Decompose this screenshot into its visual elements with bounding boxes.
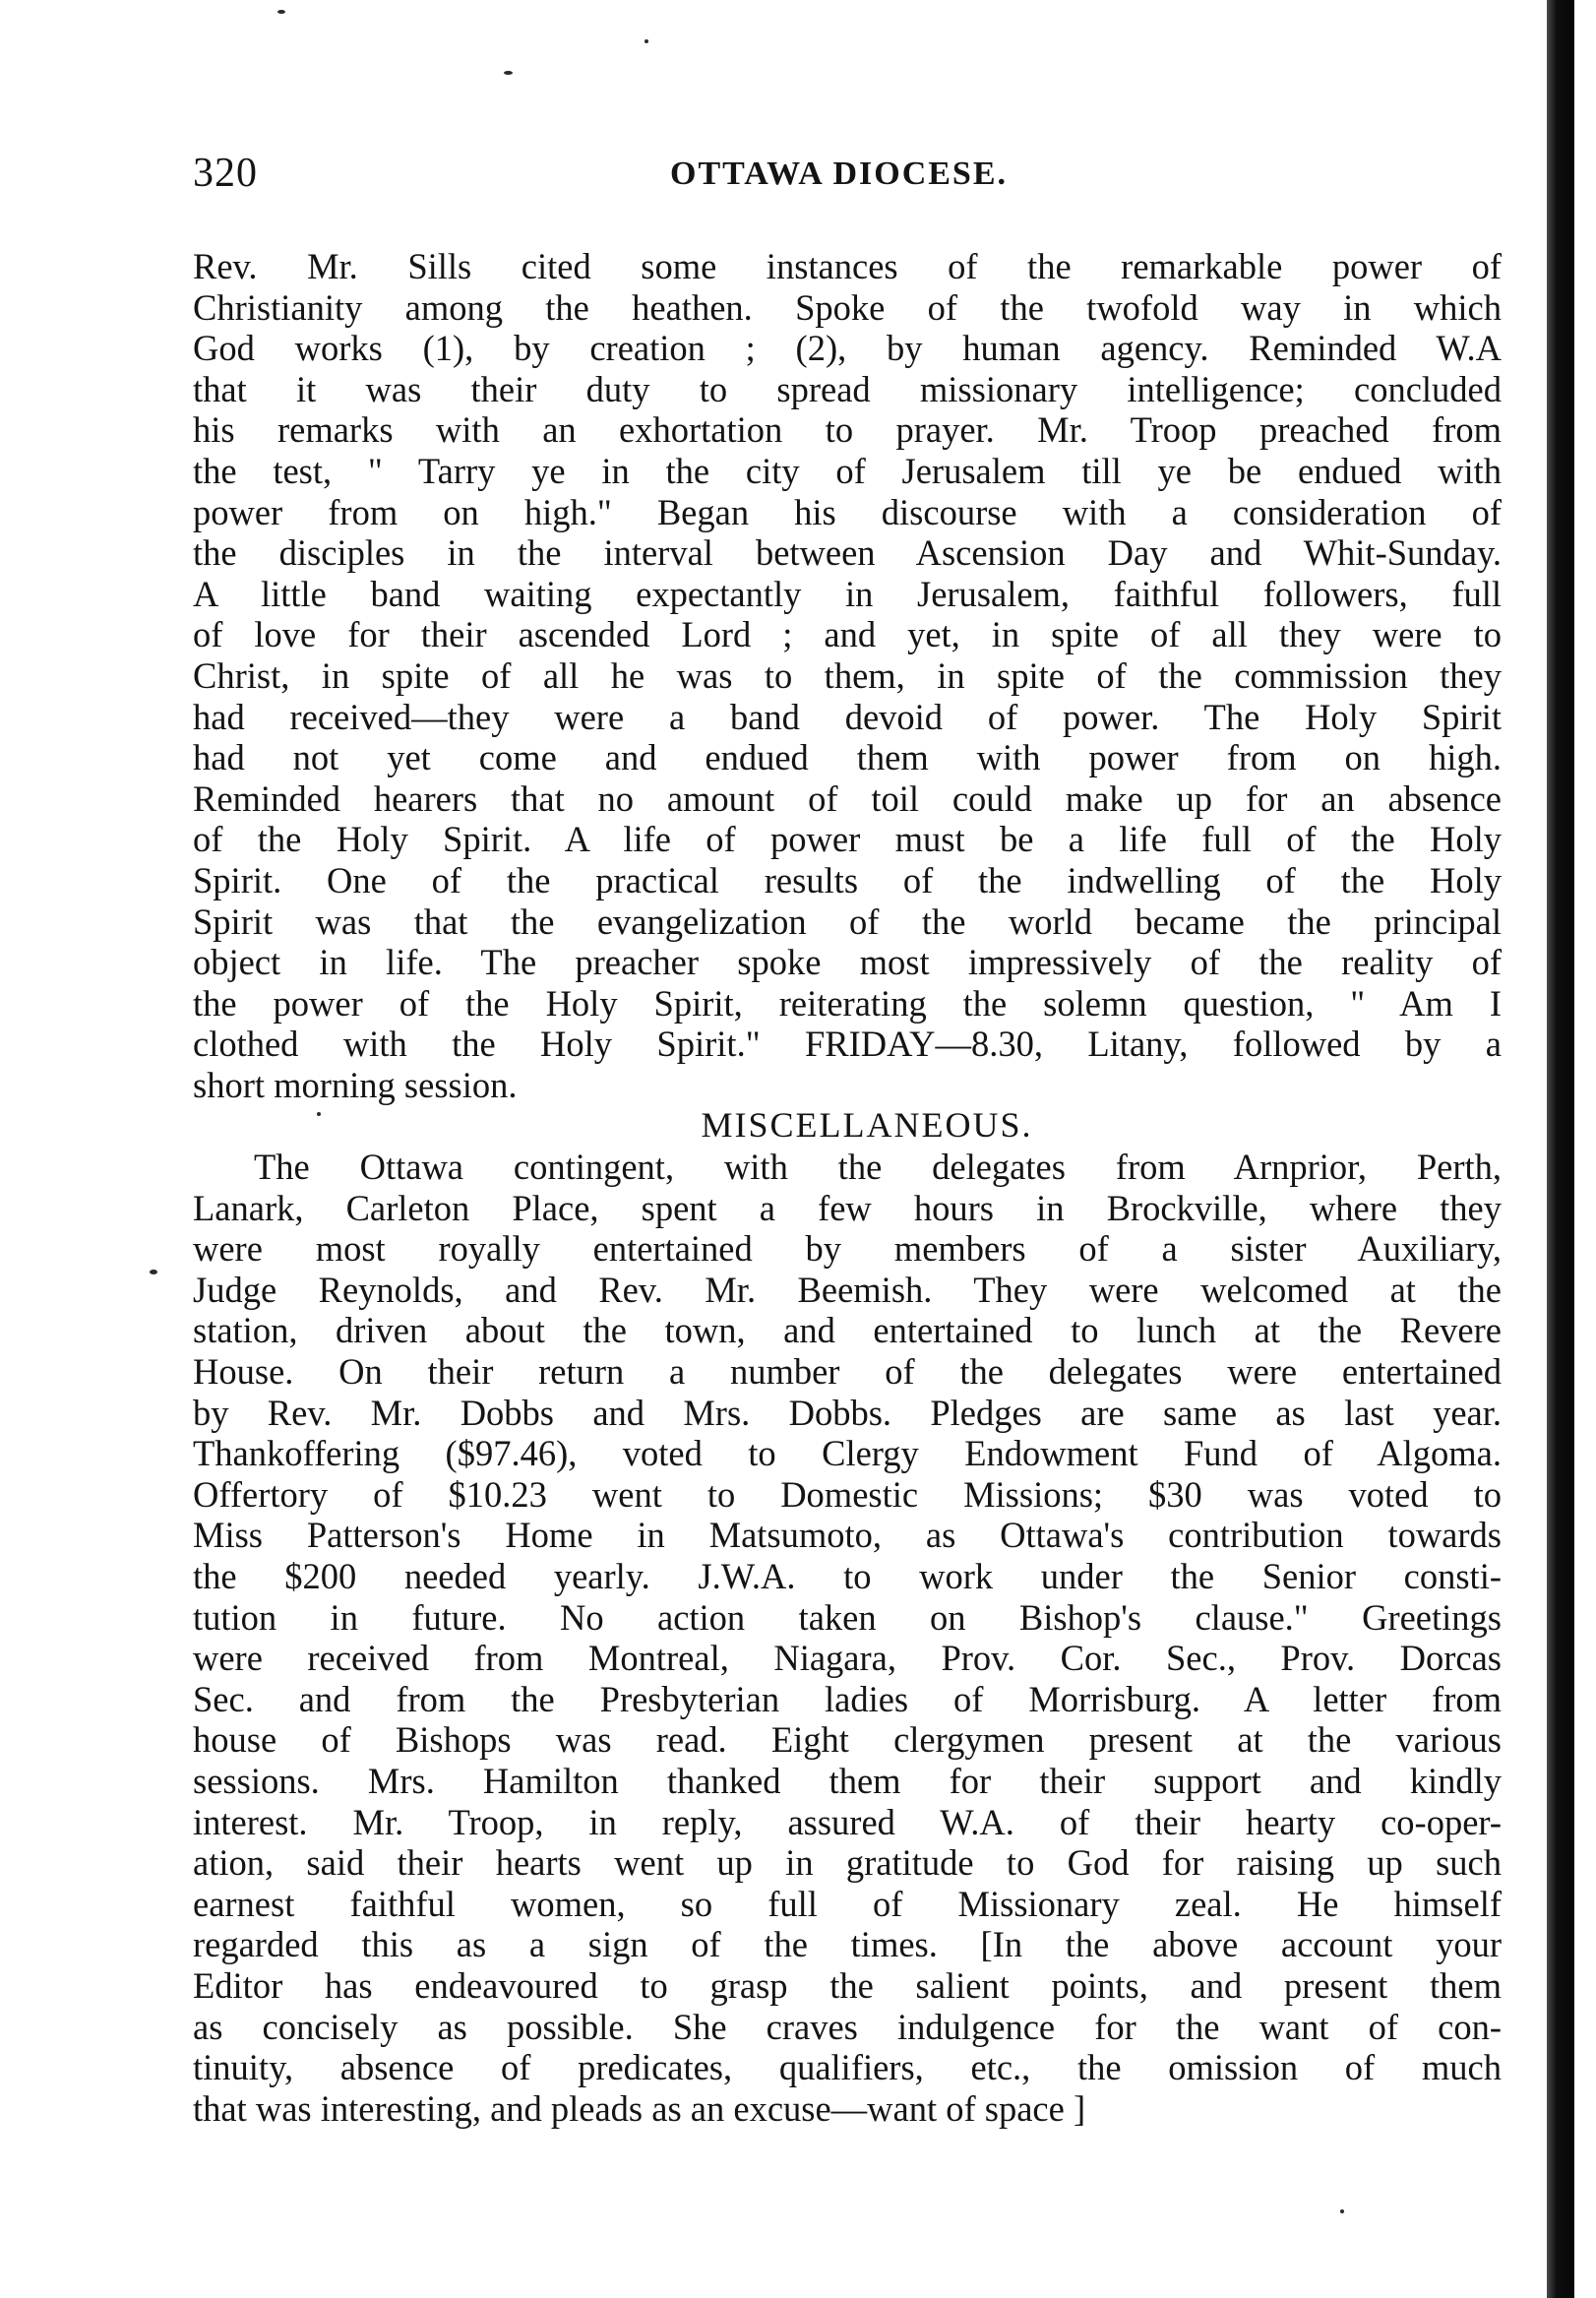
text-line: House. On their return a number of the delegates were entertained bbox=[193, 1351, 1502, 1393]
text-line: by Rev. Mr. Dobbs and Mrs. Dobbs. Pledges are same as last year. bbox=[193, 1392, 1502, 1433]
text-line: God works (1), by creation ; (2), by human agency. Reminded W.A bbox=[193, 328, 1502, 369]
text-line: the power of the Holy Spirit, reiterating the solemn question, " Am I bbox=[193, 982, 1502, 1024]
text-line: his remarks with an exhortation to prayer. Mr. Troop preached from bbox=[193, 409, 1502, 451]
book-spine-shadow bbox=[1547, 0, 1574, 2298]
text-line: house of Bishops was read. Eight clergymen present at the various bbox=[193, 1719, 1502, 1761]
text-line: had received—they were a band devoid of power. The Holy Spirit bbox=[193, 696, 1502, 737]
ink-speck bbox=[277, 10, 285, 14]
section-subheading: MISCELLANEOUS. bbox=[701, 1105, 1033, 1146]
text-line: earnest faithful women, so full of Missionary zeal. He himself bbox=[193, 1883, 1502, 1924]
text-line: A little band waiting expectantly in Jerusalem, faithful followers, full bbox=[193, 573, 1502, 614]
text-line: Christianity among the heathen. Spoke of the twofold way in which bbox=[193, 286, 1502, 328]
text-line: that was interesting, and pleads as an excuse—want of space ] bbox=[193, 2087, 1086, 2129]
text-line: had not yet come and endued them with power from on high. bbox=[193, 737, 1502, 778]
page-number: 320 bbox=[193, 151, 258, 196]
text-line: Spirit. One of the practical results of the indwelling of the Holy bbox=[193, 859, 1502, 901]
text-line: regarded this as a sign of the times. [In the above account your bbox=[193, 1924, 1502, 1965]
text-line: Reminded hearers that no amount of toil could make up for an absence bbox=[193, 777, 1502, 819]
text-line: clothed with the Holy Spirit." FRIDAY—8.30, Litany, followed by a bbox=[193, 1024, 1502, 1065]
text-line: Judge Reynolds, and Rev. Mr. Beemish. They were welcomed at the bbox=[193, 1269, 1502, 1310]
text-line: were most royally entertained by members of a sister Auxiliary, bbox=[193, 1228, 1502, 1270]
ink-speck bbox=[504, 71, 513, 75]
text-line: Thankoffering ($97.46), voted to Clergy Endowment Fund of Algoma. bbox=[193, 1433, 1502, 1474]
text-line: Offertory of $10.23 went to Domestic Missions; $30 was voted to bbox=[193, 1473, 1502, 1515]
text-line: sessions. Mrs. Hamilton thanked them for their support and kindly bbox=[193, 1760, 1502, 1801]
text-line: short morning session. bbox=[193, 1064, 518, 1105]
text-line: object in life. The preacher spoke most impressively of the reality of bbox=[193, 942, 1502, 983]
text-line: Lanark, Carleton Place, spent a few hours in Brockville, where they bbox=[193, 1187, 1502, 1228]
text-line: power from on high." Began his discourse with a consideration of bbox=[193, 491, 1502, 532]
running-title: OTTAWA DIOCESE. bbox=[670, 155, 1009, 192]
ink-speck bbox=[1340, 2209, 1344, 2213]
text-line: tinuity, absence of predicates, qualifiers, etc., the omission of much bbox=[193, 2047, 1502, 2088]
text-line: of love for their ascended Lord ; and yet, in spite of all they were to bbox=[193, 614, 1502, 655]
body-text bbox=[193, 246, 1502, 2129]
text-line: interest. Mr. Troop, in reply, assured W.A. of their hearty co-oper- bbox=[193, 1801, 1502, 1842]
text-line: Sec. and from the Presbyterian ladies of Morrisburg. A letter from bbox=[193, 1678, 1502, 1719]
text-line: that it was their duty to spread missionary intelligence; concluded bbox=[193, 368, 1502, 409]
ink-speck bbox=[150, 1270, 157, 1274]
text-line: the test, " Tarry ye in the city of Jerusalem till ye be endued with bbox=[193, 450, 1502, 491]
ink-speck bbox=[645, 39, 648, 43]
text-line: station, driven about the town, and entertained to lunch at the Revere bbox=[193, 1310, 1502, 1351]
text-line: as concisely as possible. She craves indulgence for the want of con- bbox=[193, 2006, 1502, 2047]
text-line: Rev. Mr. Sills cited some instances of the remarkable power of bbox=[193, 246, 1502, 286]
text-line: the $200 needed yearly. J.W.A. to work under the Senior consti- bbox=[193, 1556, 1502, 1596]
text-line: Editor has endeavoured to grasp the salient points, and present them bbox=[193, 1964, 1502, 2006]
text-line: ation, said their hearts went up in gratitude to God for raising up such bbox=[193, 1842, 1502, 1884]
text-line: The Ottawa contingent, with the delegates from Arnprior, Perth, bbox=[254, 1147, 1502, 1188]
text-line: were received from Montreal, Niagara, Prov. Cor. Sec., Prov. Dorcas bbox=[193, 1638, 1502, 1679]
text-line: the disciples in the interval between Ascension Day and Whit-Sunday. bbox=[193, 532, 1502, 574]
text-line: of the Holy Spirit. A life of power must be a life full of the Holy bbox=[193, 819, 1502, 860]
text-line: Spirit was that the evangelization of the world became the principal bbox=[193, 901, 1502, 942]
text-line: Miss Patterson's Home in Matsumoto, as Ottawa's contribution towards bbox=[193, 1515, 1502, 1556]
text-line: tution in future. No action taken on Bishop's clause." Greetings bbox=[193, 1596, 1502, 1638]
running-head bbox=[193, 150, 1502, 209]
text-line: Christ, in spite of all he was to them, in spite of the commission they bbox=[193, 654, 1502, 696]
